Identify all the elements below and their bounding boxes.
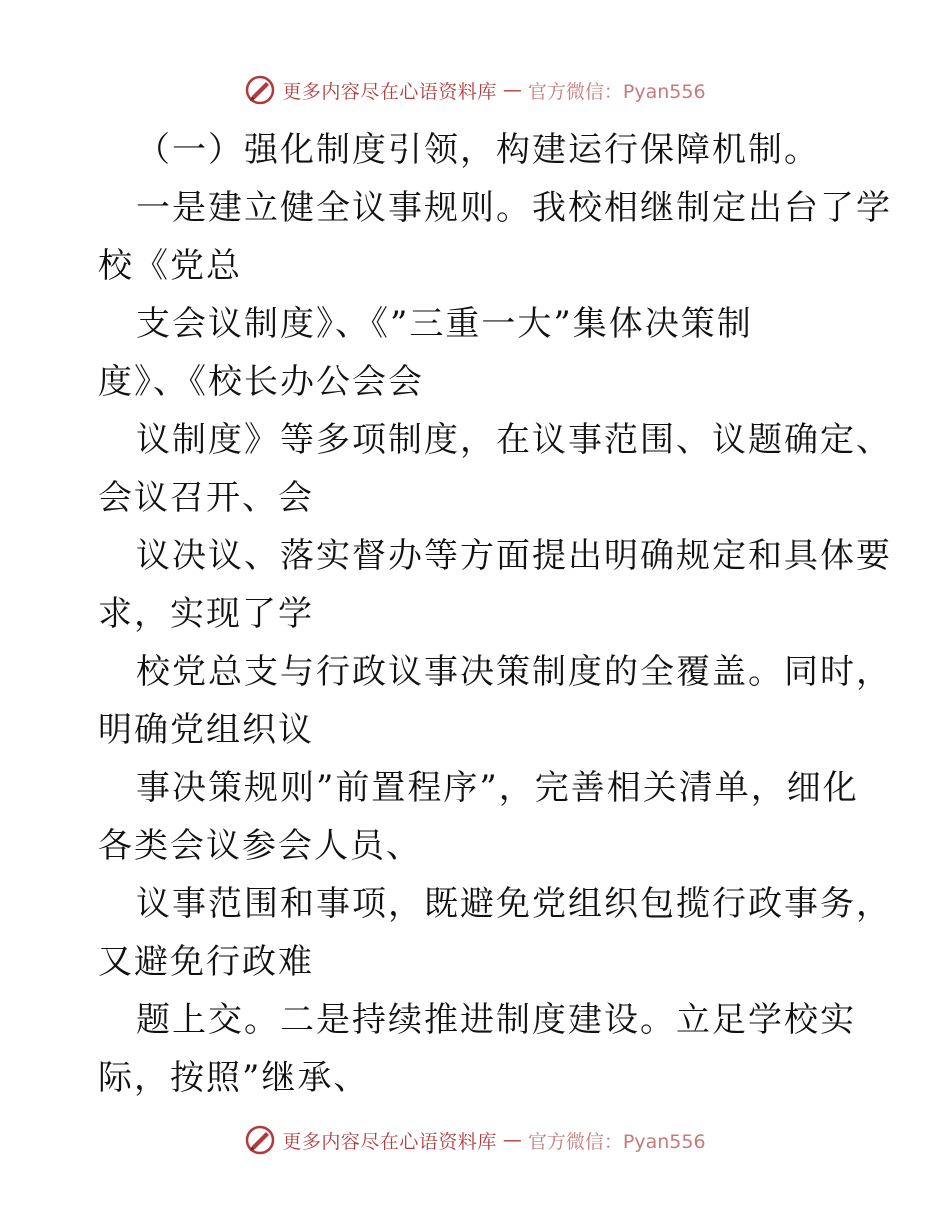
watermark-dash: — — [502, 79, 522, 101]
body-line: 会议召开、会 — [98, 478, 314, 518]
watermark-brand: 更多内容尽在心语资料库 — [282, 1130, 497, 1153]
body-line: 支会议制度》、《”三重一大”集体决策制 — [136, 304, 753, 344]
body-line: 议事范围和事项，既避免党组织包揽行政事务， — [136, 884, 892, 924]
body-line: 际，按照”继承、 — [98, 1058, 370, 1098]
pen-logo-icon — [244, 74, 276, 106]
body-line: 度》、《校长办公会会 — [98, 362, 424, 402]
body-line: 事决策规则”前置程序”，完善相关清单，细化 — [136, 768, 859, 808]
body-line: 校《党总 — [98, 246, 242, 286]
body-line: 校党总支与行政议事决策制度的全覆盖。同时， — [136, 652, 892, 692]
watermark-dash: — — [502, 1129, 522, 1151]
watermark-contact: 官方微信：Pyan556 — [527, 1130, 706, 1153]
body-line: 议制度》等多项制度，在议事范围、议题确定、 — [136, 420, 892, 460]
body-line: 各类会议参会人员、 — [98, 826, 422, 866]
body-line: 题上交。二是持续推进制度建设。立足学校实 — [136, 1000, 856, 1040]
body-line: 明确党组织议 — [98, 710, 314, 750]
watermark-contact: 官方微信：Pyan556 — [527, 80, 706, 103]
header-watermark — [0, 72, 950, 108]
body-line: 求，实现了学 — [98, 594, 314, 634]
pen-logo-icon — [244, 1124, 276, 1156]
body-line: 议决议、落实督办等方面提出明确规定和具体要 — [136, 536, 892, 576]
footer-watermark — [0, 1122, 950, 1158]
watermark-brand: 更多内容尽在心语资料库 — [282, 80, 497, 103]
body-line: （一）强化制度引领，构建运行保障机制。 — [136, 130, 820, 170]
body-line: 一是建立健全议事规则。我校相继制定出台了学 — [136, 188, 892, 228]
body-line: 又避免行政难 — [98, 942, 314, 982]
